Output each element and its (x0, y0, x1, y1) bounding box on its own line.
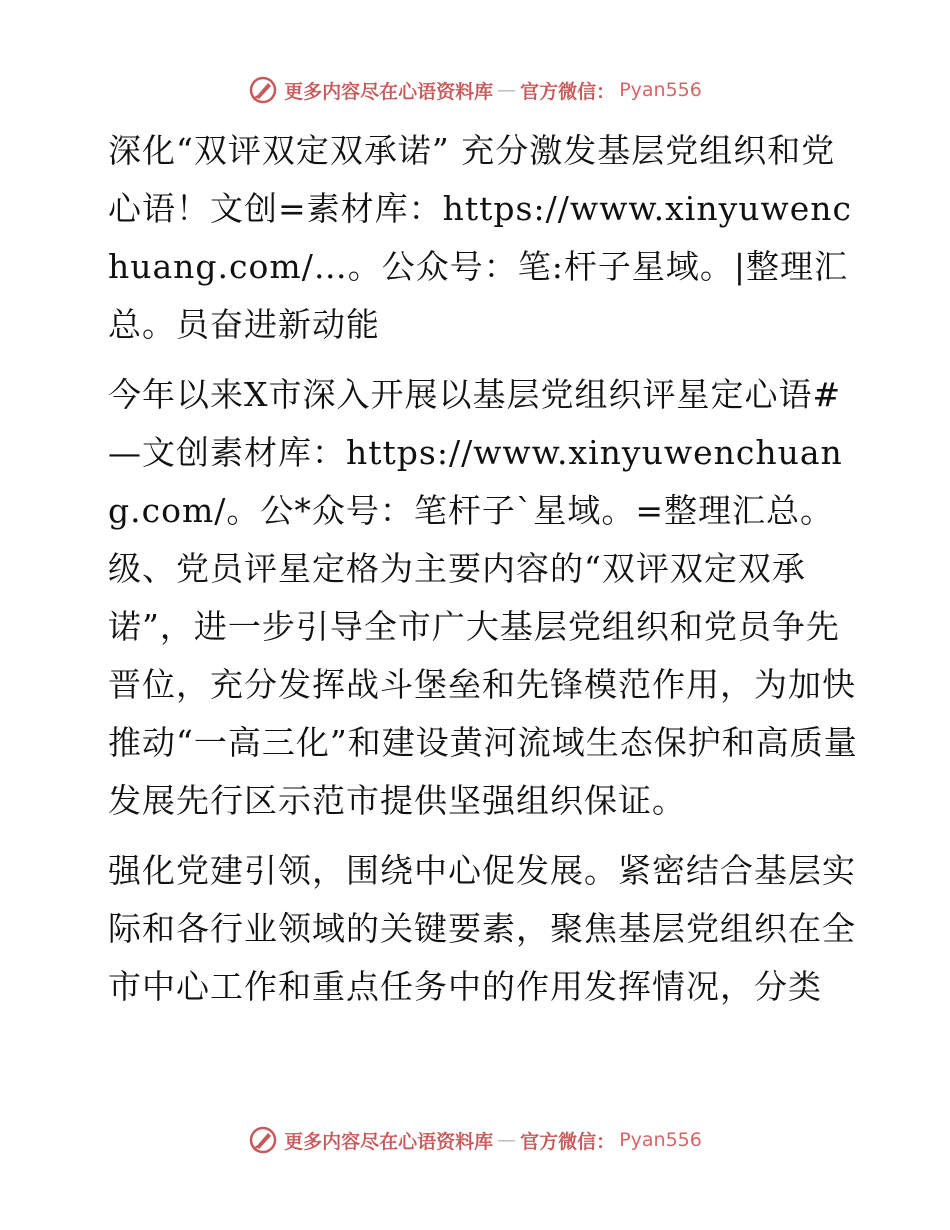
footer-watermark-banner (0, 1120, 950, 1160)
paragraph-party-building: 强化党建引领，围绕中心促发展。紧密结合基层实际和各行业领域的关键要素，聚焦基层党组织在全市中心工作和重点任务中的作用发挥情况，分类 (108, 851, 856, 1006)
banner-wechat-label: 官方微信： (520, 1130, 616, 1153)
banner-site-text: 更多内容尽在心语资料库 (284, 1130, 494, 1153)
paragraph-heading: 深化“双评双定双承诺” 充分激发基层党组织和党心语！文创=素材库：https://www.xinyuwenchuang.com/…。公众号：笔:杆子星域。|整理汇总。员奋进新动能 (108, 131, 852, 344)
banner-separator: — (497, 1129, 517, 1151)
quill-circle-logo-icon (248, 75, 278, 105)
banner-site-text: 更多内容尽在心语资料库 (284, 80, 494, 103)
banner-wechat-id: Pyan556 (619, 1129, 702, 1151)
quill-circle-logo-icon (248, 1125, 278, 1155)
banner-wechat-id: Pyan556 (619, 79, 702, 101)
banner-separator: — (497, 79, 517, 101)
paragraph-intro: 今年以来X市深入开展以基层党组织评星定心语#—文创素材库：https://www.xinyuwenchuang.com/。公*众号：笔杆子`星域。=整理汇总。级、党员评星定格为主要内容的“双评双定双承诺”，进一步引导全市广大基层党组织和党员争先晋位，充分发挥战斗堡垒和先锋模范作用，为加快推动“一高三化”和建设黄河流域生态保护和高质量发展先行区示范市提供坚强组织保证。 (108, 375, 858, 820)
banner-wechat-label: 官方微信： (520, 80, 616, 103)
document-body (98, 122, 858, 1028)
header-watermark-banner (0, 70, 950, 110)
